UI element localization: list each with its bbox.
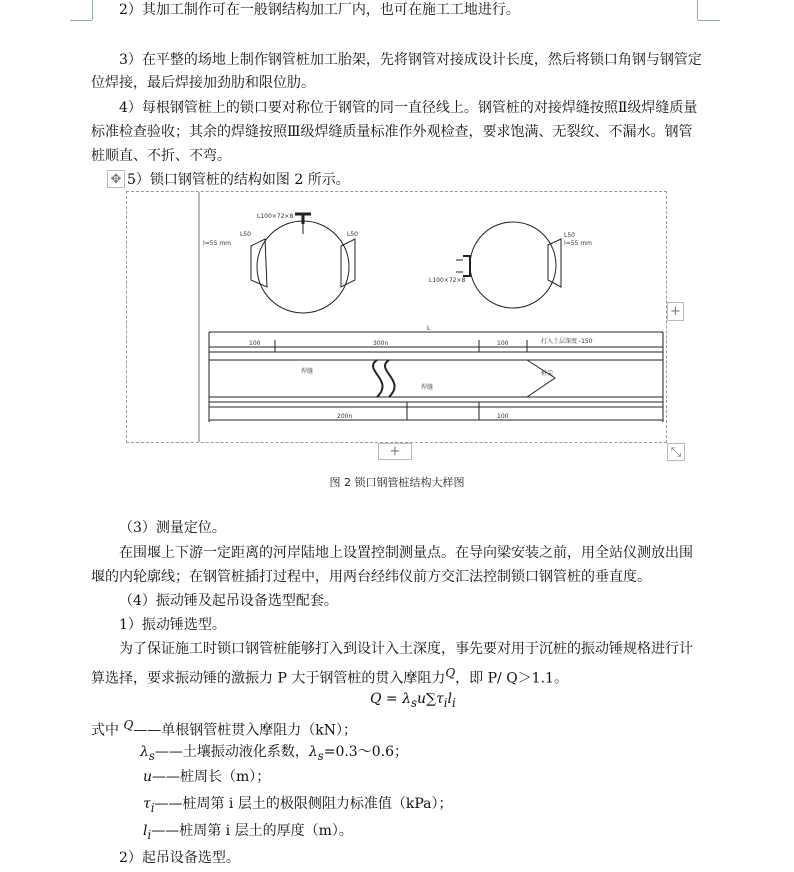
paragraph-line: 为了保证施工时锁口钢管桩能够打入到设计入土深度，事先要对用于沉桩的振动锤规格进行计: [119, 641, 693, 657]
definition-text: ——桩周第 i 层土的厚度（m）。: [151, 823, 353, 839]
def-symbol-u: u: [143, 769, 153, 785]
label-into-soil: 打入土层深度 -150: [541, 338, 593, 345]
page-corner-mark-left: [92, 0, 93, 20]
label-flat-left: I=55 mm: [203, 240, 232, 247]
figure-frame[interactable]: [126, 191, 667, 443]
definition-line: [143, 793, 452, 819]
paragraph-line: 堰的内轮廓线；在钢管桩插打过程中，用两台经纬仪前方交汇法控制锁口钢管桩的垂直度。: [91, 569, 651, 585]
paragraph-line: 1）振动锤选型。: [119, 617, 226, 633]
paragraph-line: 2）其加工制作可在一般钢结构加工厂内，也可在施工工地进行。: [119, 2, 520, 18]
left-pile-section: [251, 214, 355, 313]
formula-tau: τ: [436, 691, 444, 707]
pile-structure-drawing: [127, 192, 666, 442]
def-symbol-lambda-sub-2: s: [317, 748, 324, 763]
label-L: L: [427, 325, 431, 332]
def-symbol-lambda: λ: [140, 744, 149, 760]
def-symbol-lambda-2: λ: [308, 744, 318, 760]
add-below-button[interactable]: +: [378, 443, 412, 460]
def-symbol-l-sub: i: [147, 827, 152, 842]
page-corner-mark-left-h: [70, 20, 92, 21]
definition-line: [143, 820, 353, 846]
definition-text: ——桩周第 i 层土的极限侧阻力标准值（kPa）；: [154, 796, 453, 812]
paragraph-line: 3）在平整的场地上制作钢管桩加工胎架，先将钢管对接成设计长度，然后将锁口角钢与钢管定: [119, 52, 702, 68]
label-weld-2: 焊缝: [421, 384, 434, 391]
definition-line: [143, 766, 270, 788]
pile-elevation: [209, 332, 663, 422]
label-300: 300n: [373, 340, 389, 347]
formula-l-sub: i: [451, 695, 456, 710]
paragraph-line: 4）每根钢管桩上的锁口要对称位于钢管的同一直径线上。钢管桩的对接焊缝按照Ⅱ级焊缝质量: [119, 100, 698, 116]
definition-line: [91, 714, 357, 742]
formula-tau-sub: i: [443, 695, 448, 710]
label-100-a: 100: [249, 340, 261, 347]
paragraph-line: [91, 662, 568, 690]
move-handle-icon[interactable]: ✥: [107, 170, 125, 188]
formula-lambda-sub: s: [410, 695, 417, 710]
paragraph-line: 5）锁口钢管桩的结构如图 2 所示。: [127, 172, 350, 188]
label-angle-left: L100×72×8: [257, 213, 294, 220]
figure-caption: 图 2 锁口钢管桩结构大样图: [329, 476, 465, 489]
paragraph-line: 标准检查验收；其余的焊缝按照Ⅲ级焊缝质量标准作外观检查，要求饱满、无裂纹、不漏水。钢管: [91, 124, 693, 140]
label-lim-left-2: L50: [347, 231, 358, 238]
page-corner-mark-right: [697, 0, 698, 20]
definition-text: =0.3～0.6；: [323, 744, 408, 760]
paragraph-line: （3）测量定位。: [119, 520, 226, 536]
add-right-button[interactable]: +: [667, 302, 684, 321]
label-200: 200n: [337, 413, 353, 420]
def-symbol-tau: τ: [143, 796, 151, 812]
page-corner-mark-right-h: [698, 20, 720, 21]
formula-u: u: [416, 691, 426, 707]
formula-prefix: 式中: [91, 722, 119, 739]
paragraph-line: 桩顺直、不折、不弯。: [91, 148, 231, 164]
definition-text: ——土壤振动液化系数，: [154, 744, 309, 760]
paragraph-text: ，即 P/ Q＞1.1。: [455, 670, 568, 687]
definition-text: ——单根钢管桩贯入摩阻力（kN）；: [133, 722, 358, 739]
formula-l: l: [447, 691, 452, 707]
label-flat-right: I=55 mm: [564, 240, 593, 247]
definition-text: ——桩周长（m）；: [152, 769, 271, 785]
paragraph-line: 在围堰上下游一定距离的河岸陆地上设置控制测量点。在导向梁安装之前，用全站仪测放出围: [119, 545, 693, 561]
label-weld-right-top: L50: [564, 232, 575, 239]
label-100-b: 100: [497, 340, 509, 347]
def-symbol-l: l: [143, 823, 148, 839]
formula: $Q = \lambda_su\sum\tau_il_i$: [370, 691, 456, 710]
label-100-c: 100: [497, 413, 509, 420]
paragraph-line: （4）振动锤及起吊设备选型配套。: [119, 593, 338, 609]
label-angle-right: L100×72×8: [429, 277, 466, 284]
formula-lhs: Q = λ: [370, 691, 411, 707]
paragraph-text: 算选择，要求振动锤的激振力 P 大于钢管桩的贯入摩阻力: [91, 670, 446, 687]
def-symbol-lambda-sub: s: [148, 748, 155, 763]
def-symbol-tau-sub: i: [150, 800, 155, 815]
paragraph-line: 位焊接，最后焊接加劲肋和限位肋。: [91, 75, 315, 91]
definition-line: [140, 741, 408, 767]
label-weld-1: 焊缝: [301, 368, 314, 375]
paragraph-line: 2）起吊设备选型。: [119, 850, 240, 866]
resize-handle-icon[interactable]: ⤡: [667, 443, 685, 461]
def-symbol-Q: Q: [123, 718, 134, 732]
symbol-Q: Q: [445, 666, 456, 680]
right-pile-section: [456, 222, 561, 308]
label-lim-left: L50: [240, 231, 251, 238]
label-tip: 桩尖: [541, 370, 554, 377]
